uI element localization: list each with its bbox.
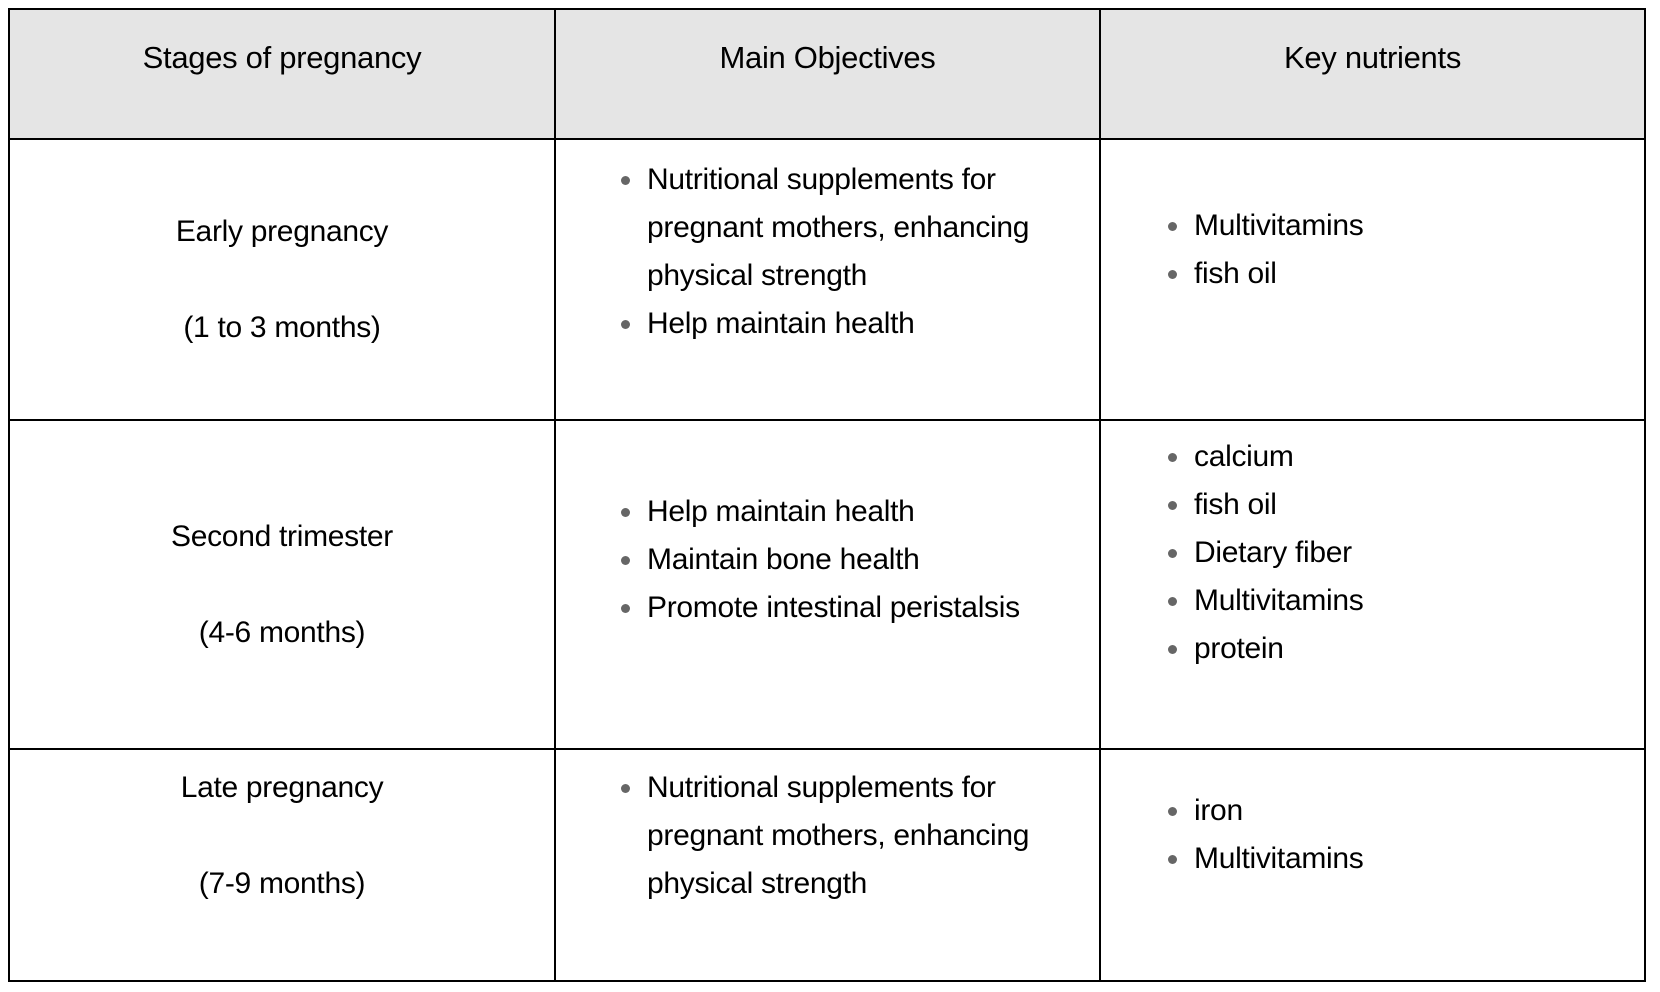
stage-cell [9, 139, 555, 420]
bullet-icon [1168, 270, 1177, 279]
list-item: iron [1168, 787, 1644, 835]
objectives-list [621, 764, 1079, 908]
bullet-icon [1168, 453, 1177, 462]
list-item: Maintain bone health [621, 536, 1079, 584]
stage-cell [9, 749, 555, 981]
bullet-icon [621, 320, 630, 329]
nutrients-list [1168, 202, 1644, 298]
list-item: fish oil [1168, 481, 1644, 529]
stage-name: Early pregnancy [175, 214, 389, 248]
list-item: Help maintain health [621, 300, 1079, 348]
list-item: fish oil [1168, 250, 1644, 298]
nutrients-cell [1100, 420, 1645, 749]
header-row [9, 9, 1645, 139]
bullet-icon [1168, 501, 1177, 510]
nutrients-list [1168, 787, 1644, 883]
table-body [9, 139, 1645, 981]
list-item: Dietary fiber [1168, 529, 1644, 577]
bullet-icon [621, 176, 630, 185]
table-row-late-pregnancy [9, 749, 1645, 981]
stage-range: (1 to 3 months) [183, 310, 381, 344]
bullet-icon [621, 784, 630, 793]
bullet-icon [621, 556, 630, 565]
list-item: Nutritional supplements for pregnant mothers, enhancing physical strength [621, 156, 1079, 300]
header-stages: Stages of pregnancy [9, 9, 555, 139]
bullet-icon [1168, 645, 1177, 654]
list-item: Nutritional supplements for pregnant mothers, enhancing physical strength [621, 764, 1079, 908]
bullet-icon [1168, 807, 1177, 816]
nutrients-cell [1100, 139, 1645, 420]
list-item: Multivitamins [1168, 835, 1644, 883]
table-row-second-trimester [9, 420, 1645, 749]
pregnancy-nutrition-table [8, 8, 1646, 982]
objectives-list [621, 156, 1079, 348]
bullet-icon [1168, 222, 1177, 231]
list-item: Multivitamins [1168, 202, 1644, 250]
list-item: protein [1168, 625, 1644, 673]
header-key-nutrients: Key nutrients [1100, 9, 1645, 139]
objectives-cell [555, 749, 1100, 981]
bullet-icon [1168, 597, 1177, 606]
stage-range: (4-6 months) [198, 615, 366, 649]
list-item: Promote intestinal peristalsis [621, 584, 1079, 632]
stage-cell [9, 420, 555, 749]
table-header [9, 9, 1645, 139]
list-item: calcium [1168, 433, 1644, 481]
list-item: Multivitamins [1168, 577, 1644, 625]
bullet-icon [1168, 549, 1177, 558]
objectives-list [621, 488, 1079, 632]
stage-name: Second trimester [171, 519, 393, 553]
stage-name: Late pregnancy [180, 771, 384, 804]
bullet-icon [1168, 855, 1177, 864]
nutrients-list [1168, 433, 1644, 673]
list-item: Help maintain health [621, 488, 1079, 536]
nutrients-cell [1100, 749, 1645, 981]
bullet-icon [621, 508, 630, 517]
stage-range: (7-9 months) [198, 867, 366, 900]
objectives-cell [555, 420, 1100, 749]
objectives-cell [555, 139, 1100, 420]
bullet-icon [621, 604, 630, 613]
header-main-objectives: Main Objectives [555, 9, 1100, 139]
table-row-early-pregnancy [9, 139, 1645, 420]
pregnancy-nutrition-table-container [8, 8, 1646, 982]
